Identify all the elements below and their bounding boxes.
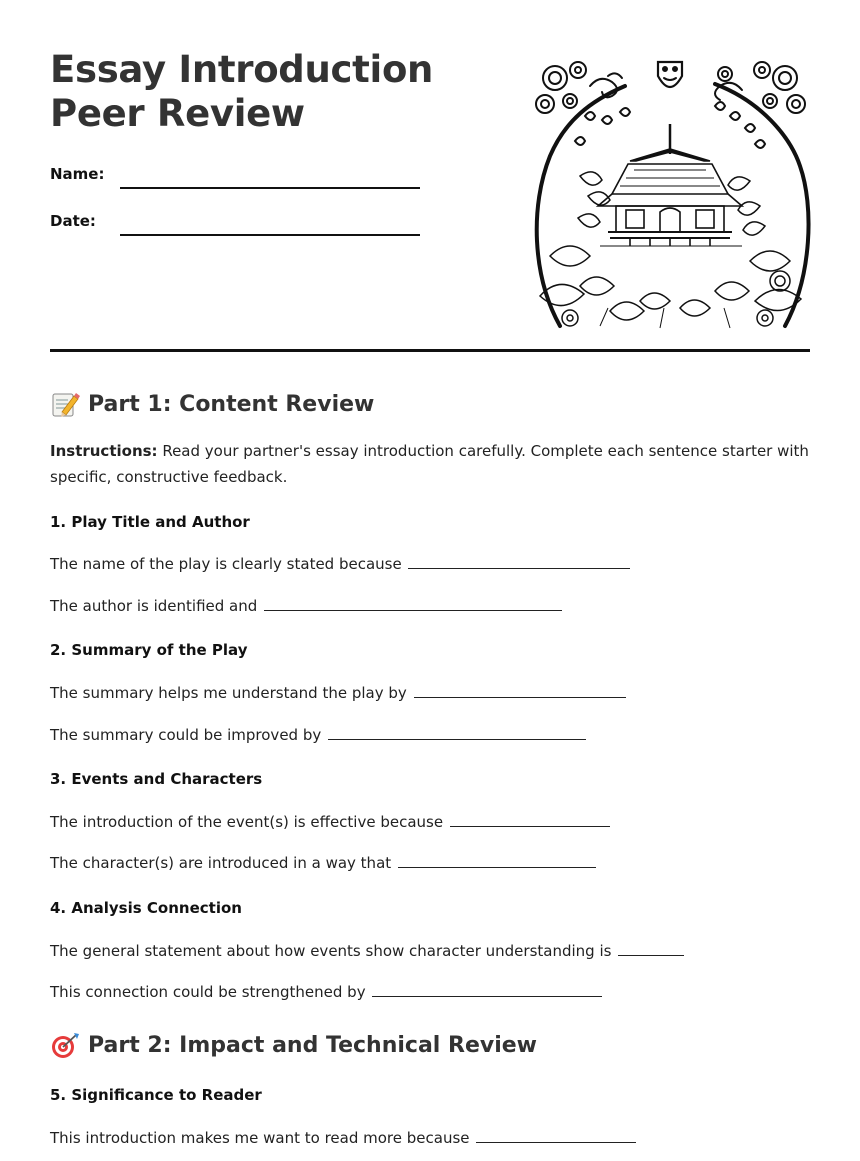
prompt-text: The summary helps me understand the play by — [50, 684, 407, 702]
prompt-line — [50, 725, 586, 744]
answer-blank[interactable] — [372, 982, 602, 997]
question-5-heading: 5. Significance to Reader — [50, 1086, 262, 1104]
prompt-line — [50, 853, 596, 872]
question-2-heading: 2. Summary of the Play — [50, 641, 248, 659]
part1-heading-text: Part 1: Content Review — [88, 391, 375, 417]
answer-blank[interactable] — [414, 683, 626, 698]
instructions-text: Read your partner's essay introduction carefully. Complete each sentence starter with specific, constructive feedback. — [50, 442, 809, 486]
prompt-text: This introduction makes me want to read more because — [50, 1129, 470, 1147]
date-field[interactable] — [120, 234, 420, 236]
instructions — [50, 438, 815, 490]
answer-blank[interactable] — [328, 725, 586, 740]
prompt-line — [50, 941, 684, 960]
instructions-label: Instructions: — [50, 442, 158, 460]
answer-blank[interactable] — [476, 1128, 636, 1143]
answer-blank[interactable] — [618, 941, 684, 956]
answer-blank[interactable] — [408, 554, 630, 569]
prompt-text: This connection could be strengthened by — [50, 983, 366, 1001]
prompt-line — [50, 683, 626, 702]
prompt-line — [50, 596, 562, 615]
part2-heading-text: Part 2: Impact and Technical Review — [88, 1032, 537, 1058]
prompt-text: The general statement about how events show character understanding is — [50, 942, 612, 960]
prompt-text: The summary could be improved by — [50, 726, 322, 744]
answer-blank[interactable] — [398, 853, 596, 868]
page-title: Essay Introduction Peer Review — [50, 48, 434, 135]
prompt-line — [50, 1128, 636, 1147]
prompt-line — [50, 982, 602, 1001]
question-4-heading: 4. Analysis Connection — [50, 899, 242, 917]
name-label: Name: — [50, 165, 105, 183]
answer-blank[interactable] — [264, 596, 562, 611]
header-divider — [50, 349, 810, 352]
part2-heading — [50, 1031, 537, 1059]
date-label: Date: — [50, 212, 96, 230]
answer-blank[interactable] — [450, 812, 610, 827]
prompt-text: The character(s) are introduced in a way that — [50, 854, 392, 872]
question-1-heading: 1. Play Title and Author — [50, 513, 250, 531]
part1-heading — [50, 390, 374, 418]
prompt-text: The introduction of the event(s) is effective because — [50, 813, 444, 831]
prompt-text: The name of the play is clearly stated because — [50, 555, 402, 573]
memo-pencil-icon — [50, 390, 80, 418]
prompt-text: The author is identified and — [50, 597, 258, 615]
prompt-line — [50, 812, 610, 831]
prompt-line — [50, 554, 630, 573]
question-3-heading: 3. Events and Characters — [50, 770, 263, 788]
name-field[interactable] — [120, 187, 420, 189]
target-dart-icon — [50, 1031, 80, 1059]
house-foliage-illustration — [530, 56, 812, 332]
